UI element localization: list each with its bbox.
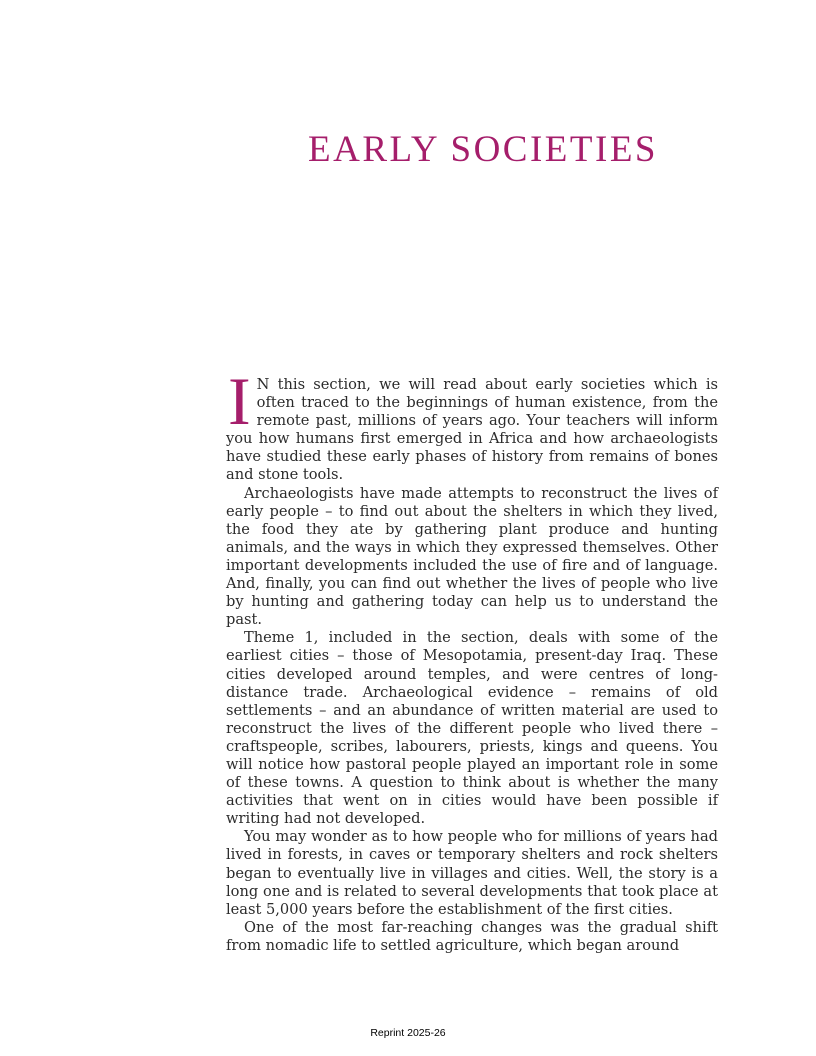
drop-cap: I [228, 363, 251, 439]
paragraph-theme-1: Theme 1, included in the section, deals with some of the earliest cities – those of Mesopotamia, present-day Iraq. These cities developed around temples, and were centres of long-distance trade. Archaeological evidence – remains of old settlements – and an abundance of written material are used to reconstruct the lives of the different people who lived there – craftspeople, scribes, labourers, priests, kings and queens. You will notice how pastoral people played an important role in some of these towns. A question to think about is whether the many activities that went on in cities would have been possible if writing had not developed. [226, 629, 718, 828]
paragraph-intro [226, 363, 718, 485]
paragraph-text: N this section, we will read about early societies which is often traced to the beginnings of human existence, from the remote past, millions of years ago. Your teachers will inform you how humans first emerged in Africa and how archaeologists have studied these early phases of history from remains of bones and stone tools. [226, 376, 718, 484]
paragraph-villages-cities: You may wonder as to how people who for millions of years had lived in forests, in caves or temporary shelters and rock shelters began to eventually live in villages and cities. Well, the story is a long one and is related to several developments that took place at least 5,000 years before the establishment of the first cities. [226, 828, 718, 918]
body-text [226, 363, 718, 955]
paragraph-agriculture: One of the most far-reaching changes was the gradual shift from nomadic life to settled agriculture, which began around [226, 918, 718, 954]
page-title: EARLY SOCIETIES [308, 129, 658, 170]
reprint-footer: Reprint 2025-26 [370, 1027, 446, 1039]
paragraph-archaeologists: Archaeologists have made attempts to reconstruct the lives of early people – to find out about the shelters in which they lived, the food they ate by gathering plant produce and hunting animals, and the ways in which they expressed themselves. Other important developments included the use of fire and of language. And, finally, you can find out whether the lives of people who live by hunting and gathering today can help us to understand the past. [226, 484, 718, 629]
